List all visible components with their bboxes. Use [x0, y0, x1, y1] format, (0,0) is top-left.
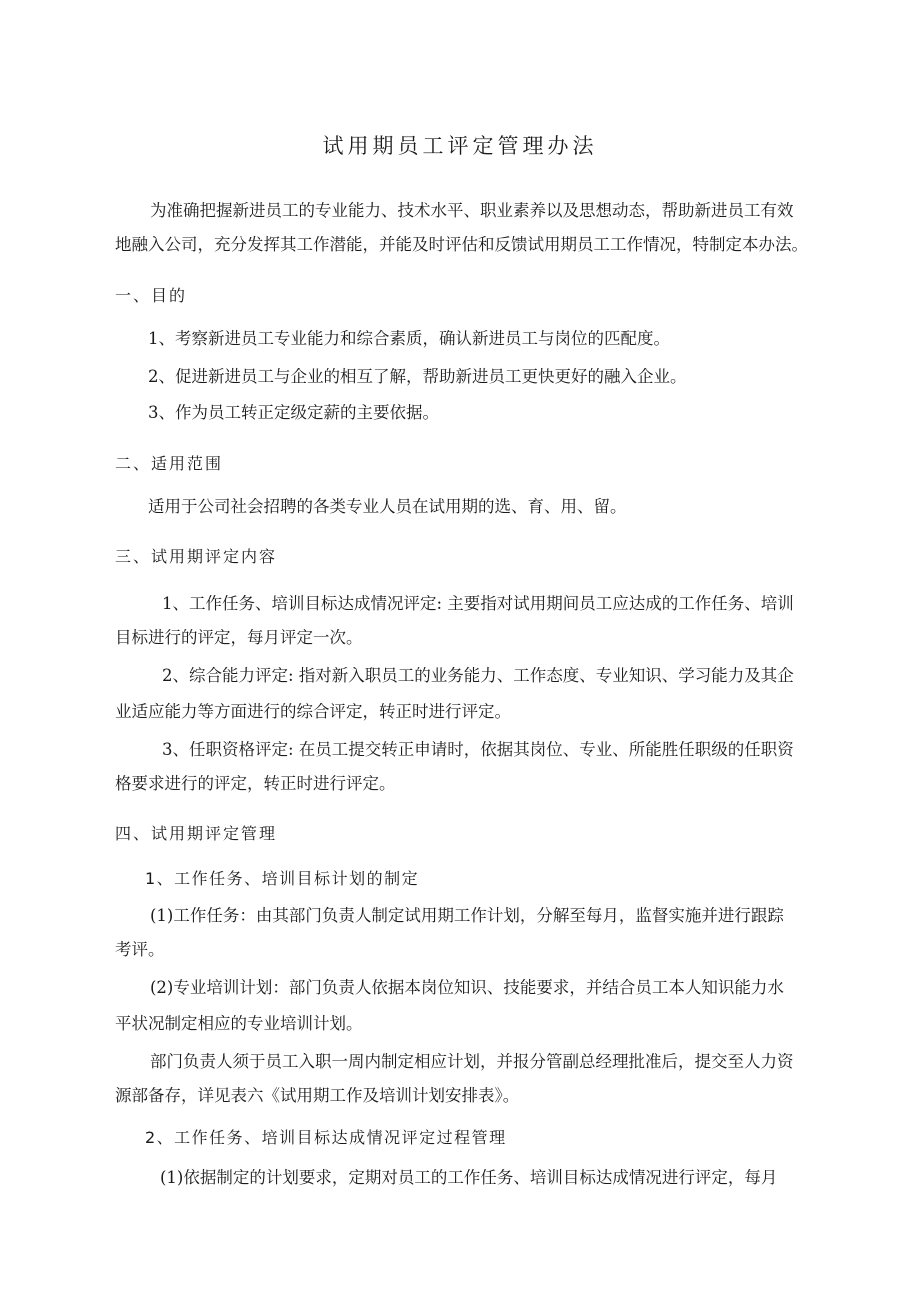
- plan-item-1-line-1: (1)工作任务：由其部门负责人制定试用期工作计划，分解至每月，监督实施并进行跟踪: [150, 906, 784, 925]
- intro-line-1: 为准确把握新进员工的专业能力、技术水平、职业素养以及思想动态，帮助新进员工有效: [150, 201, 794, 220]
- plan-item-2-line-2: 平状况制定相应的专业培训计划。: [115, 1014, 363, 1033]
- scope-text: 适用于公司社会招聘的各类专业人员在试用期的选、育、用、留。: [148, 497, 627, 516]
- process-item-1-line-1: (1)依据制定的计划要求，定期对员工的工作任务、培训目标达成情况进行评定，每月: [160, 1168, 778, 1187]
- section-heading-scope: 二、适用范围: [115, 454, 224, 473]
- intro-line-2: 地融入公司，充分发挥其工作潜能，并能及时评估和反馈试用期员工工作情况，特制定本办法。: [115, 235, 808, 254]
- plan-item-1-line-2: 考评。: [115, 940, 165, 959]
- page-title: 试用期员工评定管理办法: [322, 134, 598, 158]
- subheading-process: 2、工作任务、培训目标达成情况评定过程管理: [145, 1128, 507, 1147]
- content-item-3-line-2: 格要求进行的评定，转正时进行评定。: [115, 774, 396, 793]
- content-item-2-line-2: 业适应能力等方面进行的综合评定，转正时进行评定。: [115, 702, 511, 721]
- content-item-1-line-1: 1、工作任务、培训目标达成情况评定: 主要指对试用期间员工应达成的工作任务、培训: [162, 594, 794, 613]
- section-heading-purpose: 一、目的: [115, 286, 188, 305]
- section-heading-management: 四、试用期评定管理: [115, 824, 278, 843]
- purpose-item-2: 2、促进新进员工与企业的相互了解，帮助新进员工更快更好的融入企业。: [148, 367, 687, 386]
- section-heading-content: 三、试用期评定内容: [115, 547, 278, 566]
- content-item-1-line-2: 目标进行的评定，每月评定一次。: [115, 628, 363, 647]
- content-item-3-line-1: 3、任职资格评定: 在员工提交转正申请时，依据其岗位、专业、所能胜任职级的任职资: [162, 740, 794, 759]
- plan-note-line-2: 源部备存，详见表六《试用期工作及培训计划安排表》。: [115, 1086, 520, 1105]
- subheading-plan: 1、工作任务、培训目标计划的制定: [145, 869, 420, 888]
- purpose-item-3: 3、作为员工转正定级定薪的主要依据。: [148, 403, 439, 422]
- plan-note-line-1: 部门负责人须于员工入职一周内制定相应计划，并报分管副总经理批准后，提交至人力资: [150, 1052, 794, 1071]
- purpose-item-1: 1、考察新进员工专业能力和综合素质，确认新进员工与岗位的匹配度。: [148, 329, 670, 348]
- content-item-2-line-1: 2、综合能力评定: 指对新入职员工的业务能力、工作态度、专业知识、学习能力及其企: [162, 666, 794, 685]
- plan-item-2-line-1: (2)专业培训计划：部门负责人依据本岗位知识、技能要求，并结合员工本人知识能力水: [150, 978, 784, 997]
